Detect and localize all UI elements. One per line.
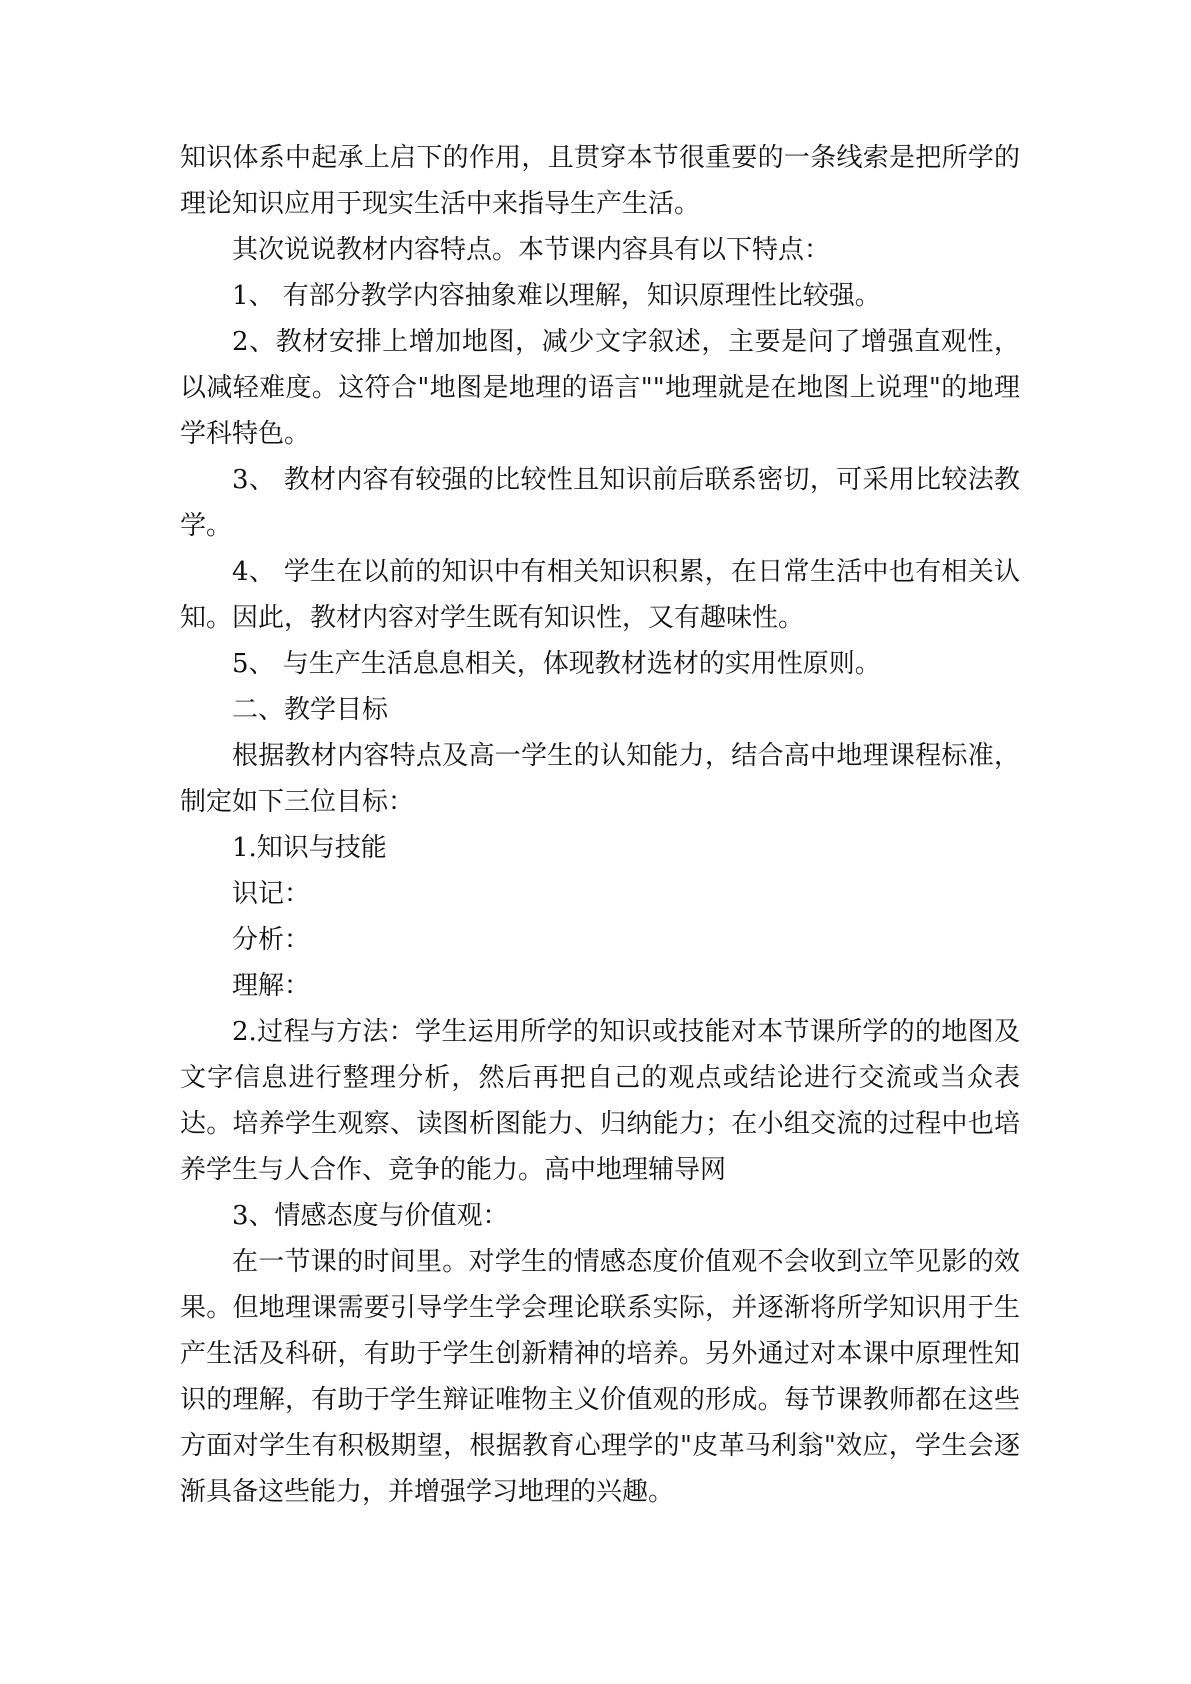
paragraph-feature-2: 2、教材安排上增加地图，减少文字叙述，主要是问了增强直观性，以减轻难度。这符合"地图是地理的语言""地理就是在地图上说理"的地理学科特色。 [180,327,1020,449]
subheading-emotion-values: 3、情感态度与价值观： [232,1201,509,1231]
paragraph-feature-1: 1、 有部分教学内容抽象难以理解，知识原理性比较强。 [232,281,881,311]
item-memorize: 识记： [232,879,311,909]
item-understand: 理解： [232,971,311,1001]
subheading-knowledge-skills: 1.知识与技能 [232,833,387,863]
item-analyze: 分析： [232,925,311,955]
paragraph-feature-3: 3、 教材内容有较强的比较性且知识前后联系密切，可采用比较法教学。 [180,465,1020,541]
paragraph-feature-5: 5、 与生产生活息息相关，体现教材选材的实用性原则。 [232,649,881,679]
section-heading-teaching-goals: 二、教学目标 [232,695,389,725]
paragraph-goals-intro: 根据教材内容特点及高一学生的认知能力，结合高中地理课程标准，制定如下三位目标： [180,741,1020,817]
paragraph-continuation: 知识体系中起承上启下的作用，且贯穿本节很重要的一条线索是把所学的理论知识应用于现实生活中来指导生产生活。 [180,143,1020,219]
document-body [180,135,1020,1515]
paragraph-emotion-values: 在一节课的时间里。对学生的情感态度价值观不会收到立竿见影的效果。但地理课需要引导学生学会理论联系实际，并逐渐将所学知识用于生产生活及科研，有助于学生创新精神的培养。另外通过对本课中原理性知识的理解，有助于学生辩证唯物主义价值观的形成。每节课教师都在这些方面对学生有积极期望，根据教育心理学的"皮革马利翁"效应，学生会逐渐具备这些能力，并增强学习地理的兴趣。 [180,1247,1020,1507]
paragraph-textbook-features-intro: 其次说说教材内容特点。本节课内容具有以下特点： [232,235,831,265]
paragraph-feature-4: 4、 学生在以前的知识中有相关知识积累，在日常生活中也有相关认知。因此，教材内容对学生既有知识性，又有趣味性。 [180,557,1020,633]
paragraph-process-methods: 2.过程与方法：学生运用所学的知识或技能对本节课所学的的地图及文字信息进行整理分析，然后再把自己的观点或结论进行交流或当众表达。培养学生观察、读图析图能力、归纳能力；在小组交流的过程中也培养学生与人合作、竞争的能力。高中地理辅导网 [180,1017,1020,1185]
